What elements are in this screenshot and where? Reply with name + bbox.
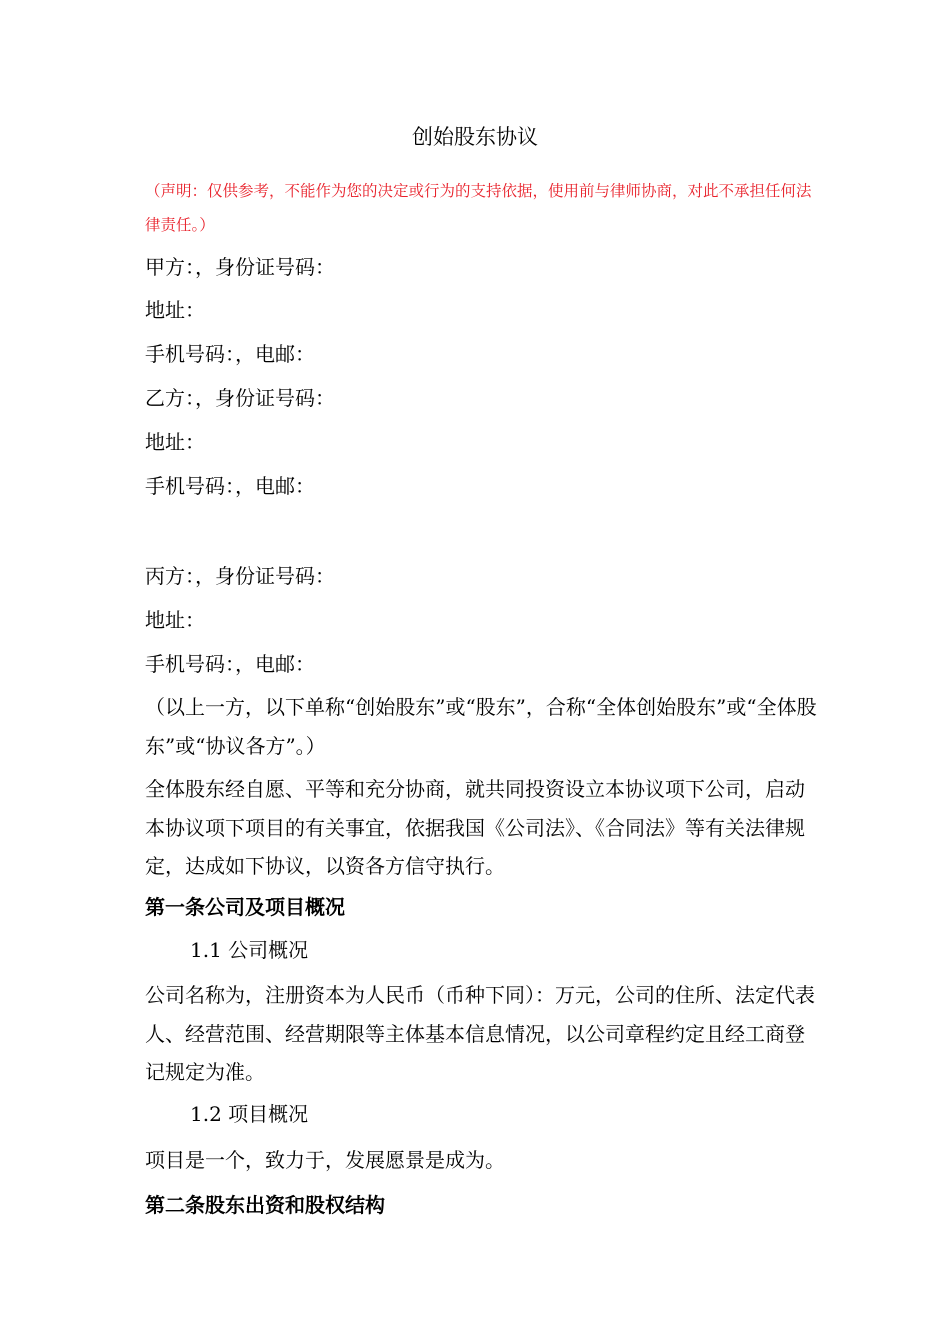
party-c-contact: 手机号码：，电邮： <box>145 652 315 676</box>
party-c-id-line: 丙方：，身份证号码： <box>145 564 335 588</box>
party-c-address: 地址： <box>145 608 205 632</box>
article-1-heading: 第一条公司及项目概况 <box>145 895 345 919</box>
disclaimer-note: （声明：仅供参考，不能作为您的决定或行为的支持依据，使用前与律师协商，对此不承担任何法律责任。） <box>145 182 812 234</box>
section-1-2-heading: 1.2 项目概况 <box>190 1102 309 1126</box>
section-1-1-body: 公司名称为，注册资本为人民币（币种下同）：万元，公司的住所、法定代表人、经营范围、经营期限等主体基本信息情况，以公司章程约定且经工商登记规定为准。 <box>145 983 815 1084</box>
party-a-contact: 手机号码：，电邮： <box>145 342 315 366</box>
party-a-id-line: 甲方：，身份证号码： <box>145 255 335 279</box>
section-1-1-heading: 1.1 公司概况 <box>190 938 309 962</box>
party-b-contact: 手机号码：，电邮： <box>145 474 315 498</box>
party-b-address: 地址： <box>145 430 205 454</box>
party-b-id-line: 乙方：，身份证号码： <box>145 386 335 410</box>
party-a-address: 地址： <box>145 298 205 322</box>
preamble-paragraph: 全体股东经自愿、平等和充分协商，就共同投资设立本协议项下公司，启动本协议项下项目的有关事宜，依据我国《公司法》、《合同法》等有关法律规定，达成如下协议，以资各方信守执行。 <box>145 777 805 878</box>
section-1-2-body: 项目是一个，致力于，发展愿景是成为。 <box>145 1148 505 1172</box>
document-title: 创始股东协议 <box>412 125 538 149</box>
naming-note: （以上一方，以下单称“创始股东”或“股东”，合称“全体创始股东”或“全体股东”或“协议各方”。） <box>145 695 817 758</box>
article-2-heading: 第二条股东出资和股权结构 <box>145 1193 385 1217</box>
